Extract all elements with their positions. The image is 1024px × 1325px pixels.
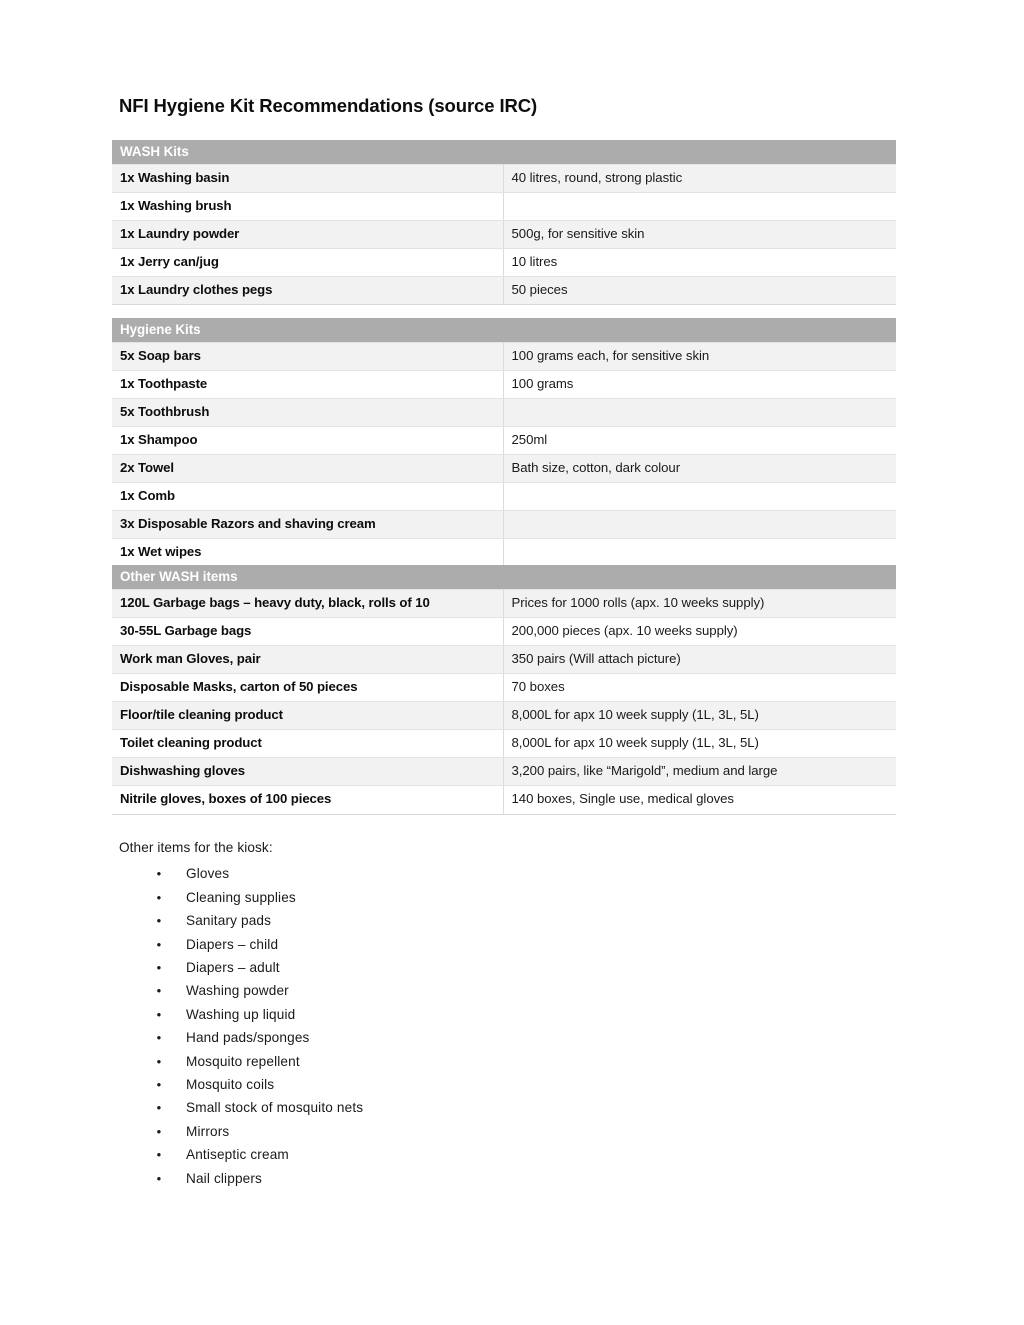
table-cell-item: Dishwashing gloves: [112, 758, 503, 786]
table-cell-specification: 500g, for sensitive skin: [503, 221, 896, 249]
table-cell-specification: 70 boxes: [503, 674, 896, 702]
table-row: [112, 786, 896, 814]
table-cell-item: Disposable Masks, carton of 50 pieces: [112, 674, 503, 702]
table-cell-specification: 10 litres: [503, 249, 896, 277]
table-header-row: [112, 140, 896, 165]
table-row: [112, 758, 896, 786]
table-row: [112, 343, 896, 371]
table-cell-item: 1x Laundry powder: [112, 221, 503, 249]
list-item: [119, 1143, 819, 1166]
table-row: [112, 249, 896, 277]
table-cell-specification: 250ml: [503, 427, 896, 455]
bullet-icon: •: [156, 866, 162, 882]
table-hygiene-kits: [112, 318, 896, 568]
table-cell-specification: Bath size, cotton, dark colour: [503, 455, 896, 483]
table-row: [112, 511, 896, 539]
table-cell-item: 1x Washing brush: [112, 193, 503, 221]
list-item-label: Mosquito coils: [186, 1077, 275, 1093]
table-cell-item: 1x Shampoo: [112, 427, 503, 455]
table-other-wash-items: [112, 565, 896, 815]
table-cell-specification: [503, 399, 896, 427]
table-row: [112, 590, 896, 618]
list-item: [119, 1003, 819, 1026]
bullet-icon: •: [156, 936, 162, 952]
table-row: [112, 483, 896, 511]
table-cell-specification: 350 pairs (Will attach picture): [503, 646, 896, 674]
list-item-label: Diapers – adult: [186, 960, 280, 976]
table-cell-item: 1x Wet wipes: [112, 539, 503, 567]
list-item: [119, 979, 819, 1002]
kiosk-list-heading: Other items for the kiosk:: [119, 840, 273, 855]
table-cell-item: 2x Towel: [112, 455, 503, 483]
list-item-label: Sanitary pads: [186, 913, 272, 929]
table-cell-specification: [503, 539, 896, 567]
table-row: [112, 646, 896, 674]
table-row: [112, 674, 896, 702]
table-cell-item: 30-55L Garbage bags: [112, 618, 503, 646]
table-cell-item: 3x Disposable Razors and shaving cream: [112, 511, 503, 539]
table-cell-specification: 8,000L for apx 10 week supply (1L, 3L, 5L): [503, 702, 896, 730]
list-item: [119, 956, 819, 979]
table-row: [112, 371, 896, 399]
table-row: [112, 193, 896, 221]
table-row: [112, 221, 896, 249]
bullet-icon: •: [156, 960, 162, 976]
table-body-other-wash-items: [112, 590, 896, 815]
table-cell-item: 5x Toothbrush: [112, 399, 503, 427]
bullet-icon: •: [156, 889, 162, 905]
list-item-label: Washing powder: [186, 983, 289, 999]
table-row: [112, 277, 896, 305]
table-header-wash-kits: WASH Kits: [112, 140, 896, 165]
bullet-icon: •: [156, 983, 162, 999]
table-cell-specification: 100 grams: [503, 371, 896, 399]
table-cell-specification: 40 litres, round, strong plastic: [503, 165, 896, 193]
table-row: [112, 618, 896, 646]
table-cell-specification: [503, 483, 896, 511]
table-header-hygiene-kits: Hygiene Kits: [112, 318, 896, 343]
table-cell-specification: 100 grams each, for sensitive skin: [503, 343, 896, 371]
bullet-icon: •: [156, 913, 162, 929]
table-cell-item: 1x Washing basin: [112, 165, 503, 193]
table-cell-specification: Prices for 1000 rolls (apx. 10 weeks supply): [503, 590, 896, 618]
kiosk-item-list: [119, 862, 819, 1190]
table-cell-specification: 3,200 pairs, like “Marigold”, medium and large: [503, 758, 896, 786]
table-row: [112, 730, 896, 758]
bullet-icon: •: [156, 1077, 162, 1093]
list-item-label: Washing up liquid: [186, 1006, 296, 1022]
list-item-label: Hand pads/sponges: [186, 1030, 310, 1046]
table-cell-item: Nitrile gloves, boxes of 100 pieces: [112, 786, 503, 814]
table-wash-kits: [112, 140, 896, 305]
list-item-label: Nail clippers: [186, 1170, 262, 1186]
list-item: [119, 933, 819, 956]
table-row: [112, 702, 896, 730]
list-item: [119, 1050, 819, 1073]
bullet-icon: •: [156, 1170, 162, 1186]
table-row: [112, 427, 896, 455]
list-item: [119, 909, 819, 932]
page-title: NFI Hygiene Kit Recommendations (source IRC): [119, 95, 538, 116]
table-cell-item: Work man Gloves, pair: [112, 646, 503, 674]
bullet-icon: •: [156, 1053, 162, 1069]
table-cell-item: 5x Soap bars: [112, 343, 503, 371]
list-item: [119, 886, 819, 909]
list-item: [119, 1096, 819, 1119]
table-cell-item: Toilet cleaning product: [112, 730, 503, 758]
table-cell-item: 1x Toothpaste: [112, 371, 503, 399]
bullet-icon: •: [156, 1030, 162, 1046]
table-cell-specification: [503, 193, 896, 221]
table-cell-item: Floor/tile cleaning product: [112, 702, 503, 730]
list-item-label: Antiseptic cream: [186, 1147, 289, 1163]
table-row: [112, 539, 896, 567]
table-cell-item: 1x Jerry can/jug: [112, 249, 503, 277]
bullet-icon: •: [156, 1147, 162, 1163]
table-cell-item: 120L Garbage bags – heavy duty, black, rolls of 10: [112, 590, 503, 618]
list-item: [119, 1120, 819, 1143]
table-cell-specification: 8,000L for apx 10 week supply (1L, 3L, 5L): [503, 730, 896, 758]
list-item: [119, 1167, 819, 1190]
table-cell-item: 1x Laundry clothes pegs: [112, 277, 503, 305]
list-item: [119, 1026, 819, 1049]
bullet-icon: •: [156, 1123, 162, 1139]
table-body-wash-kits: [112, 165, 896, 305]
table-row: [112, 165, 896, 193]
table-cell-specification: 200,000 pieces (apx. 10 weeks supply): [503, 618, 896, 646]
list-item: [119, 1073, 819, 1096]
list-item: [119, 862, 819, 885]
table-header-row: [112, 565, 896, 590]
bullet-icon: •: [156, 1006, 162, 1022]
table-cell-specification: 50 pieces: [503, 277, 896, 305]
table-header-other-wash-items: Other WASH items: [112, 565, 896, 590]
list-item-label: Gloves: [186, 866, 230, 882]
kiosk-items-section: [119, 838, 819, 1190]
table-cell-specification: [503, 511, 896, 539]
list-item-label: Mosquito repellent: [186, 1053, 300, 1069]
list-item-label: Mirrors: [186, 1123, 230, 1139]
table-row: [112, 399, 896, 427]
table-row: [112, 455, 896, 483]
table-cell-specification: 140 boxes, Single use, medical gloves: [503, 786, 896, 814]
table-header-row: [112, 318, 896, 343]
bullet-icon: •: [156, 1100, 162, 1116]
table-body-hygiene-kits: [112, 343, 896, 568]
list-item-label: Cleaning supplies: [186, 889, 296, 905]
list-item-label: Diapers – child: [186, 936, 279, 952]
list-item-label: Small stock of mosquito nets: [186, 1100, 364, 1116]
table-cell-item: 1x Comb: [112, 483, 503, 511]
